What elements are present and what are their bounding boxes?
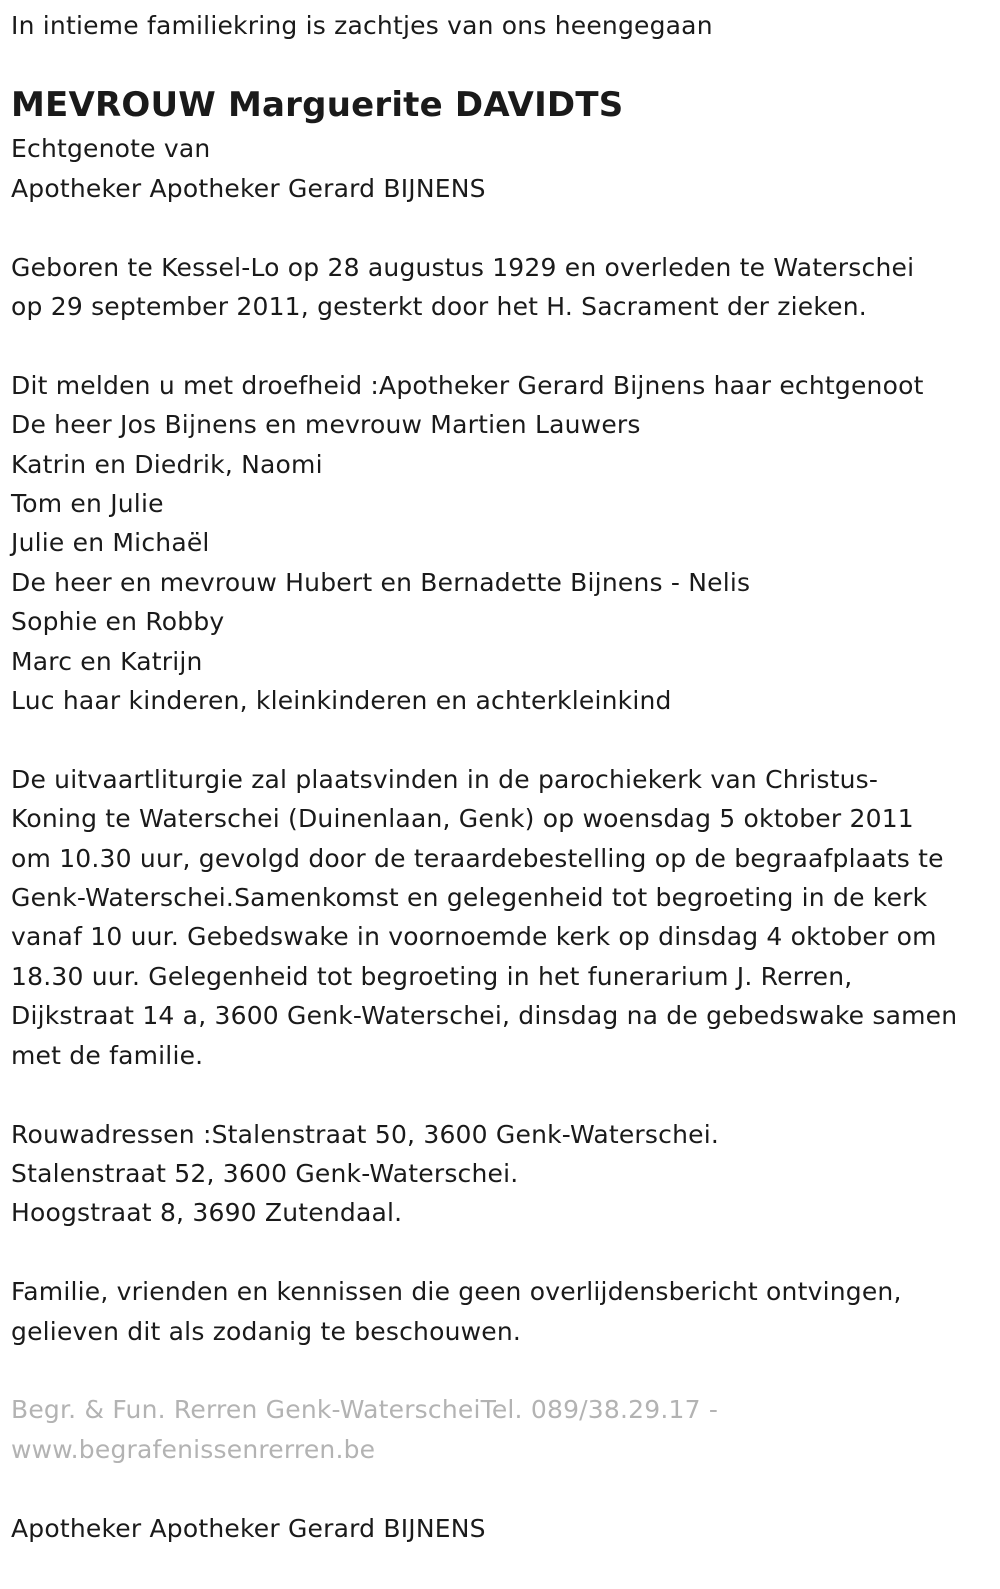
family-line: Luc haar kinderen, kleinkinderen en achterkleinkind	[11, 686, 672, 716]
family-line: Sophie en Robby	[11, 607, 225, 637]
notice-section	[11, 1272, 990, 1351]
family-line: De heer Jos Bijnens en mevrouw Martien Lauwers	[11, 410, 641, 440]
birth-death-line: Geboren te Kessel-Lo op 28 augustus 1929 en overleden te Waterschei	[11, 252, 915, 282]
family-line: De heer en mevrouw Hubert en Bernadette Bijnens - Nelis	[11, 567, 751, 597]
intro-line: In intieme familiekring is zachtjes van ons heengegaan	[11, 11, 713, 40]
spouse-name: Apotheker Apotheker Gerard BIJNENS	[11, 173, 486, 203]
signature: Apotheker Apotheker Gerard BIJNENS	[11, 1513, 486, 1543]
undertaker-line: Begr. & Fun. Rerren Genk-WaterscheiTel. 089/38.29.17 -	[11, 1395, 719, 1425]
address-line: Hoogstraat 8, 3690 Zutendaal.	[11, 1198, 403, 1228]
funeral-line: 18.30 uur. Gelegenheid tot begroeting in het funerarium J. Rerren,	[11, 961, 853, 991]
birth-death-line: op 29 september 2011, gesterkt door het H. Sacrament der zieken.	[11, 292, 867, 322]
funeral-line: Genk-Waterschei.Samenkomst en gelegenheid tot begroeting in de kerk	[11, 883, 928, 913]
funeral-section	[11, 760, 990, 1075]
funeral-line: vanaf 10 uur. Gebedswake in voornoemde kerk op dinsdag 4 oktober om	[11, 922, 937, 952]
funeral-line: De uitvaartliturgie zal plaatsvinden in de parochiekerk van Christus-	[11, 764, 879, 794]
undertaker-website: www.begrafenissenrerren.be	[11, 1434, 376, 1464]
funeral-line: om 10.30 uur, gevolgd door de teraardebestelling op de begraafplaats te	[11, 843, 944, 873]
notice-line: Familie, vrienden en kennissen die geen overlijdensbericht ontvingen,	[11, 1277, 902, 1307]
undertaker-section	[11, 1390, 990, 1469]
family-line: Marc en Katrijn	[11, 646, 203, 676]
family-line: Julie en Michaël	[11, 528, 210, 558]
deceased-name: MEVROUW Marguerite DAVIDTS	[11, 85, 624, 126]
addresses-section	[11, 1115, 990, 1233]
family-section	[11, 366, 990, 721]
funeral-line: met de familie.	[11, 1040, 204, 1070]
notice-line: gelieven dit als zodanig te beschouwen.	[11, 1316, 522, 1346]
funeral-line: Koning te Waterschei (Duinenlaan, Genk) op woensdag 5 oktober 2011	[11, 804, 914, 834]
birth-death-section	[11, 248, 990, 327]
spouse-intro: Echtgenote van	[11, 134, 211, 164]
address-line: Rouwadressen :Stalenstraat 50, 3600 Genk-Waterschei.	[11, 1119, 719, 1149]
funeral-line: Dijkstraat 14 a, 3600 Genk-Waterschei, dinsdag na de gebedswake samen	[11, 1001, 958, 1031]
family-line: Dit melden u met droefheid :Apotheker Gerard Bijnens haar echtgenoot	[11, 370, 924, 400]
family-line: Tom en Julie	[11, 489, 164, 519]
address-line: Stalenstraat 52, 3600 Genk-Waterschei.	[11, 1158, 519, 1188]
family-line: Katrin en Diedrik, Naomi	[11, 449, 323, 479]
